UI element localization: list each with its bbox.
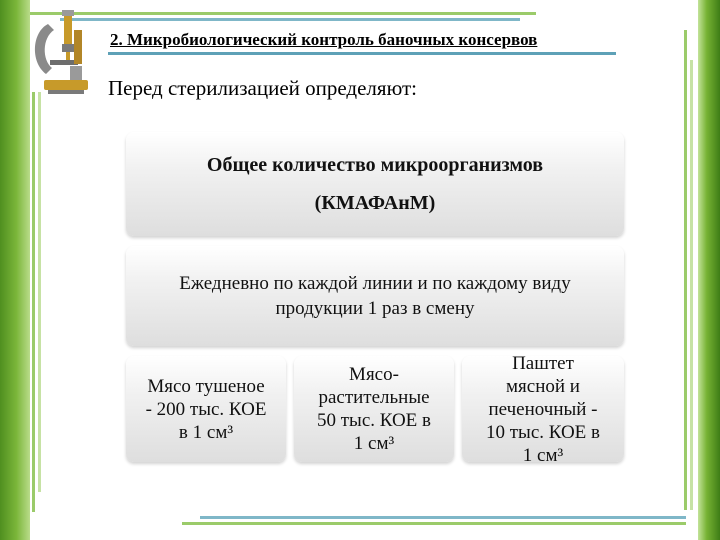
product-text-line: в 1 см³ [178, 421, 234, 443]
product-text-line: мясной и [506, 375, 580, 397]
product-box-meat-vegetable [294, 356, 454, 462]
product-text-line: растительные [318, 387, 430, 408]
total-microorganisms-box [126, 132, 624, 236]
title-underline-rule [108, 52, 616, 55]
left-accent-line-inner [38, 92, 41, 492]
product-text-line: Паштет [512, 352, 574, 374]
product-text-line: Мясо- [349, 364, 399, 385]
product-text-line: 1 см³ [522, 444, 564, 466]
frequency-text-line1: Ежедневно по каждой линии и по каждому виду [179, 273, 571, 294]
slide-title: 2. Микробиологический контроль баночных консервов [110, 30, 538, 49]
top-accent-line-green [30, 12, 536, 15]
product-text-line: печеночный - [488, 398, 598, 420]
product-box-pate [462, 352, 624, 466]
slide-subtitle: Перед стерилизацией определяют: [108, 76, 417, 100]
product-text-line: Мясо тушеное [147, 375, 265, 397]
product-box-stewed-meat [126, 356, 286, 462]
bottom-accent-line-green [182, 522, 686, 525]
left-accent-line-outer [32, 92, 35, 512]
product-text-line: - 200 тыс. КОЕ [145, 398, 267, 420]
product-text-line: 10 тыс. КОЕ в [486, 421, 600, 443]
frequency-box [126, 246, 624, 346]
kmafanm-label: (КМАФАнМ) [314, 192, 436, 214]
microscope-icon [26, 4, 98, 96]
right-accent-line-outer [684, 30, 687, 510]
bottom-accent-line-blue [200, 516, 686, 519]
product-text-line: 1 см³ [353, 433, 395, 454]
frequency-text-line2: продукции 1 раз в смену [275, 298, 475, 319]
total-microorganisms-label: Общее количество микроорганизмов [206, 154, 544, 176]
right-green-frame [698, 0, 720, 540]
right-accent-line-inner [690, 60, 693, 510]
product-text-line: 50 тыс. КОЕ в [317, 410, 431, 431]
top-accent-line-blue [60, 18, 520, 21]
